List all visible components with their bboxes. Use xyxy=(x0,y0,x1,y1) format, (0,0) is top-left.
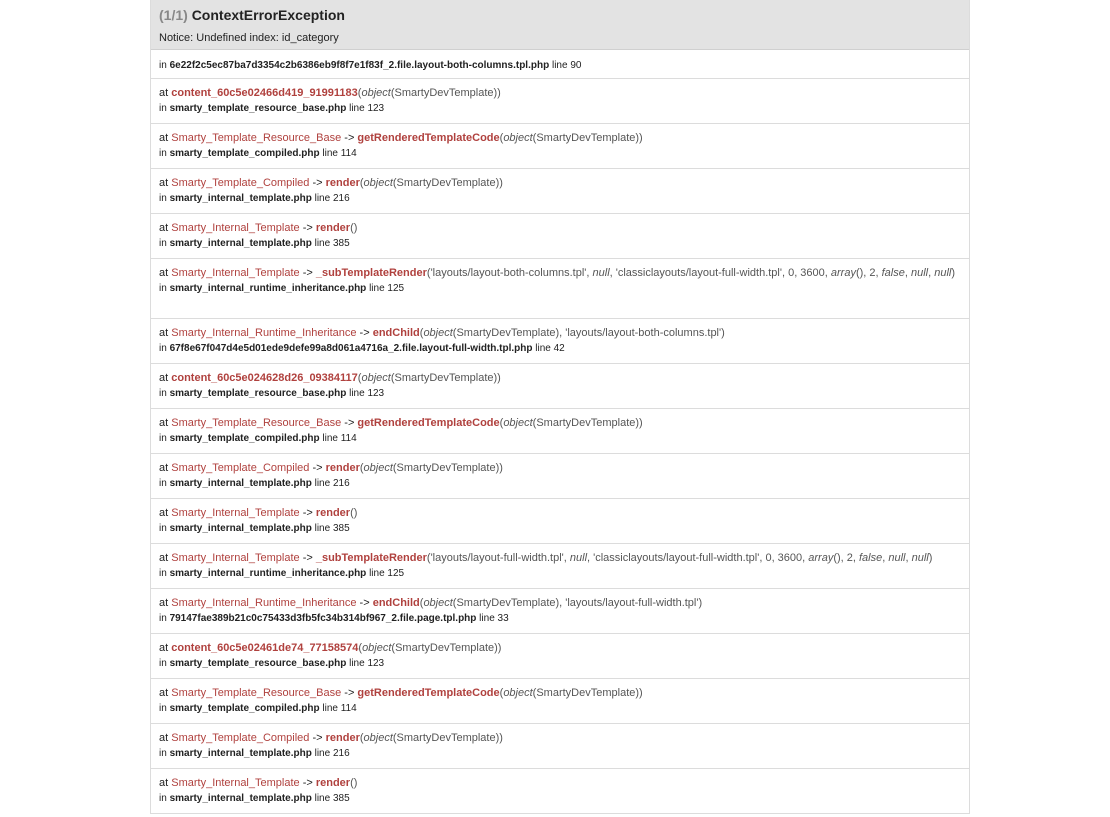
class-name[interactable]: Smarty_Template_Compiled xyxy=(171,732,310,744)
location-line xyxy=(159,59,961,73)
file-name[interactable]: smarty_template_resource_base.php xyxy=(169,658,347,669)
argument: , xyxy=(882,552,889,564)
at-label: at xyxy=(159,267,172,279)
line-number: 216 xyxy=(332,478,350,489)
at-label: at xyxy=(159,372,172,384)
argument: , 'classiclayouts/layout-full-width.tpl', 0, 3600, xyxy=(587,552,809,564)
line-label: line xyxy=(311,793,333,804)
line-number: 42 xyxy=(553,343,565,354)
exception-count: (1/1) xyxy=(159,7,188,23)
call-line xyxy=(159,265,961,281)
argument: ( xyxy=(499,417,504,429)
call-line xyxy=(159,550,961,566)
line-label: line xyxy=(311,523,333,534)
at-label: at xyxy=(159,327,172,339)
call-line xyxy=(159,460,961,476)
call-line xyxy=(159,130,961,146)
class-name[interactable]: Smarty_Template_Compiled xyxy=(171,177,310,189)
argument: false xyxy=(859,552,883,564)
argument: object xyxy=(503,417,533,429)
arrow-operator: -> xyxy=(309,732,326,744)
argument: ('layouts/layout-both-columns.tpl', xyxy=(426,267,593,279)
file-name[interactable]: smarty_internal_template.php xyxy=(169,238,312,249)
function-name[interactable]: content_60c5e024628d26_09384117 xyxy=(171,372,358,384)
function-name[interactable]: endChild xyxy=(372,327,420,339)
argument: false xyxy=(881,267,905,279)
function-name[interactable]: endChild xyxy=(372,597,420,609)
argument: ( xyxy=(357,372,362,384)
at-label: at xyxy=(159,597,172,609)
argument: , xyxy=(928,267,935,279)
call-line xyxy=(159,370,961,386)
in-label: in xyxy=(159,478,170,489)
function-name[interactable]: render xyxy=(315,222,351,234)
argument: () xyxy=(350,777,358,789)
stack-frame xyxy=(151,769,969,814)
in-label: in xyxy=(159,658,170,669)
file-name[interactable]: smarty_internal_runtime_inheritance.php xyxy=(169,568,367,579)
first-location-row xyxy=(151,50,969,79)
line-number: 33 xyxy=(497,613,509,624)
stack-frame xyxy=(151,169,969,214)
location-line xyxy=(159,477,961,491)
in-label: in xyxy=(159,793,170,804)
location-line xyxy=(159,792,961,806)
location-line xyxy=(159,282,961,296)
function-name[interactable]: getRenderedTemplateCode xyxy=(357,132,500,144)
at-label: at xyxy=(159,132,172,144)
exception-class: ContextErrorException xyxy=(191,7,345,23)
argument: ( xyxy=(419,597,424,609)
class-name[interactable]: Smarty_Internal_Runtime_Inheritance xyxy=(171,327,357,339)
at-label: at xyxy=(159,462,172,474)
call-line xyxy=(159,685,961,701)
argument: (SmartyDevTemplate)) xyxy=(392,462,503,474)
file-name[interactable]: smarty_template_compiled.php xyxy=(169,433,320,444)
argument: (SmartyDevTemplate)) xyxy=(532,132,643,144)
function-name[interactable]: _subTemplateRender xyxy=(315,552,427,564)
exception-title xyxy=(159,0,961,23)
argument: () xyxy=(350,222,358,234)
in-label: in xyxy=(159,103,170,114)
argument: (SmartyDevTemplate), 'layouts/layout-full-width.tpl') xyxy=(452,597,703,609)
stack-frame xyxy=(151,319,969,364)
call-line xyxy=(159,595,961,611)
in-label: in xyxy=(159,388,170,399)
in-label: in xyxy=(159,193,170,204)
line-number: 114 xyxy=(340,703,357,714)
in-label: in xyxy=(159,523,170,534)
stack-frame xyxy=(151,364,969,409)
at-label: at xyxy=(159,507,172,519)
at-label: at xyxy=(159,552,172,564)
function-name[interactable]: render xyxy=(315,507,351,519)
file-name[interactable]: smarty_internal_template.php xyxy=(169,793,312,804)
argument: array xyxy=(808,552,834,564)
file-name[interactable]: smarty_internal_runtime_inheritance.php xyxy=(169,283,367,294)
location-line xyxy=(159,387,961,401)
in-label: in xyxy=(159,613,170,624)
class-name[interactable]: Smarty_Template_Resource_Base xyxy=(171,417,342,429)
argument: (), 2, xyxy=(833,552,859,564)
call-line xyxy=(159,730,961,746)
at-label: at xyxy=(159,222,172,234)
argument: object xyxy=(361,372,391,384)
line-label: line xyxy=(311,478,333,489)
location-line xyxy=(159,102,961,116)
location-line xyxy=(159,567,961,581)
stack-frame xyxy=(151,79,969,124)
line-number: 114 xyxy=(340,433,357,444)
argument: (SmartyDevTemplate)) xyxy=(392,177,503,189)
arrow-operator: -> xyxy=(341,417,358,429)
file-name[interactable]: smarty_internal_template.php xyxy=(169,523,312,534)
location-line xyxy=(159,702,961,716)
line-number: 216 xyxy=(332,193,350,204)
argument: array xyxy=(830,267,856,279)
function-name[interactable]: content_60c5e02461de74_77158574 xyxy=(171,642,359,654)
argument: null xyxy=(569,552,588,564)
file-name[interactable]: smarty_template_compiled.php xyxy=(169,148,320,159)
file-name[interactable]: smarty_internal_template.php xyxy=(169,478,312,489)
argument: null xyxy=(911,552,929,564)
function-name[interactable]: render xyxy=(315,777,351,789)
exception-header xyxy=(151,0,969,50)
argument: object xyxy=(423,597,453,609)
line-label: line xyxy=(366,568,388,579)
class-name[interactable]: Smarty_Template_Resource_Base xyxy=(171,132,342,144)
function-name[interactable]: render xyxy=(325,462,360,474)
line-number: 125 xyxy=(387,568,405,579)
stack-frame xyxy=(151,499,969,544)
stack-frame xyxy=(151,259,969,319)
file-name[interactable]: 67f8e67f047d4e5d01ede9defe99a8d061a4716a_2.file.layout-full-width.tpl.php xyxy=(169,343,533,354)
line-number: 385 xyxy=(332,793,350,804)
in-label: in xyxy=(159,703,170,714)
exception-panel xyxy=(150,0,970,814)
argument: ( xyxy=(499,132,504,144)
line-label: line xyxy=(311,193,333,204)
class-name[interactable]: Smarty_Internal_Template xyxy=(171,222,300,234)
stack-frame xyxy=(151,724,969,769)
argument: ( xyxy=(359,732,364,744)
stack-frame xyxy=(151,409,969,454)
in-label: in xyxy=(159,343,170,354)
in-label: in xyxy=(159,238,170,249)
argument: (SmartyDevTemplate)) xyxy=(392,732,503,744)
line-label: line xyxy=(319,148,341,159)
location-line xyxy=(159,657,961,671)
argument: null xyxy=(592,267,610,279)
in-label: in xyxy=(159,283,170,294)
line-label: line xyxy=(366,283,388,294)
line-label: line xyxy=(346,103,368,114)
arrow-operator: -> xyxy=(299,507,316,519)
class-name[interactable]: Smarty_Internal_Template xyxy=(171,507,300,519)
argument: ( xyxy=(499,687,504,699)
exception-message: Notice: Undefined index: id_category xyxy=(159,32,339,44)
class-name[interactable]: Smarty_Internal_Template xyxy=(171,267,300,279)
in-label: in xyxy=(159,748,170,759)
call-line xyxy=(159,220,961,236)
argument: ('layouts/layout-full-width.tpl', xyxy=(426,552,570,564)
line-number: 385 xyxy=(332,238,350,249)
argument: (SmartyDevTemplate)) xyxy=(532,687,643,699)
argument: ( xyxy=(359,462,364,474)
line-label: line xyxy=(311,748,333,759)
line-label: line xyxy=(319,433,341,444)
argument: ( xyxy=(359,177,364,189)
line-label: line xyxy=(476,613,498,624)
argument: object xyxy=(363,462,393,474)
call-line xyxy=(159,325,961,341)
argument: object xyxy=(503,687,533,699)
stack-frame xyxy=(151,589,969,634)
arrow-operator: -> xyxy=(299,222,316,234)
in-label: in xyxy=(159,433,170,444)
line-label: line xyxy=(319,703,341,714)
class-name[interactable]: Smarty_Internal_Template xyxy=(171,777,300,789)
stack-trace xyxy=(151,79,969,814)
location-line xyxy=(159,192,961,206)
argument: (), 2, xyxy=(855,267,882,279)
location-line xyxy=(159,237,961,251)
file-name[interactable]: smarty_template_compiled.php xyxy=(169,703,320,714)
in-label: in xyxy=(159,148,170,159)
argument: , xyxy=(904,267,911,279)
argument: (SmartyDevTemplate)) xyxy=(532,417,643,429)
line-number: 123 xyxy=(367,388,385,399)
arrow-operator: -> xyxy=(309,462,326,474)
argument: object xyxy=(362,642,392,654)
argument: (SmartyDevTemplate), 'layouts/layout-both-columns.tpl') xyxy=(452,327,725,339)
stack-frame xyxy=(151,634,969,679)
arrow-operator: -> xyxy=(299,777,316,789)
line-number: 114 xyxy=(340,148,357,159)
line-number: 90 xyxy=(570,60,582,71)
argument: object xyxy=(363,732,393,744)
at-label: at xyxy=(159,177,172,189)
line-number: 216 xyxy=(332,748,350,759)
argument: object xyxy=(423,327,453,339)
argument: object xyxy=(361,87,391,99)
at-label: at xyxy=(159,732,172,744)
line-number: 123 xyxy=(367,658,385,669)
file-name[interactable]: smarty_internal_template.php xyxy=(169,193,312,204)
location-line xyxy=(159,612,961,626)
class-name[interactable]: Smarty_Template_Compiled xyxy=(171,462,310,474)
file-name[interactable]: smarty_internal_template.php xyxy=(169,748,312,759)
stack-frame xyxy=(151,124,969,169)
argument: ( xyxy=(419,327,424,339)
at-label: at xyxy=(159,87,172,99)
argument: ) xyxy=(928,552,933,564)
class-name[interactable]: Smarty_Template_Resource_Base xyxy=(171,687,342,699)
argument: null xyxy=(934,267,952,279)
location-line xyxy=(159,147,961,161)
at-label: at xyxy=(159,687,172,699)
argument: null xyxy=(888,552,906,564)
location-line xyxy=(159,342,961,356)
file-name[interactable]: 79147fae389b21c0c75433d3fb5fc34b314bf967_2.file.page.tpl.php xyxy=(169,613,477,624)
arrow-operator: -> xyxy=(341,687,358,699)
argument: null xyxy=(911,267,929,279)
line-number: 385 xyxy=(332,523,350,534)
call-line xyxy=(159,775,961,791)
argument: object xyxy=(503,132,533,144)
file-name: 6e22f2c5ec87ba7d3354c2b6386eb9f8f7e1f83f_2.file.layout-both-columns.tpl.php xyxy=(169,60,550,71)
call-line xyxy=(159,505,961,521)
argument: (SmartyDevTemplate)) xyxy=(390,87,501,99)
at-label: at xyxy=(159,417,172,429)
line-label: line xyxy=(532,343,554,354)
line-label: line xyxy=(311,238,333,249)
location-line xyxy=(159,747,961,761)
line-number: 123 xyxy=(367,103,385,114)
call-line xyxy=(159,415,961,431)
argument: (SmartyDevTemplate)) xyxy=(391,642,502,654)
argument: () xyxy=(350,507,358,519)
call-line xyxy=(159,175,961,191)
function-name[interactable]: render xyxy=(325,732,360,744)
call-line xyxy=(159,640,961,656)
call-line xyxy=(159,85,961,101)
class-name[interactable]: Smarty_Internal_Runtime_Inheritance xyxy=(171,597,357,609)
argument: (SmartyDevTemplate)) xyxy=(390,372,501,384)
function-name[interactable]: _subTemplateRender xyxy=(315,267,427,279)
line-number: 125 xyxy=(387,283,405,294)
at-label: at xyxy=(159,642,172,654)
in-label: in xyxy=(159,568,170,579)
line-label: line xyxy=(551,60,568,71)
function-name[interactable]: render xyxy=(325,177,360,189)
stack-frame xyxy=(151,214,969,259)
in-label: in xyxy=(159,60,167,71)
arrow-operator: -> xyxy=(356,597,373,609)
function-name[interactable]: content_60c5e02466d419_91991183 xyxy=(171,87,358,99)
function-name[interactable]: getRenderedTemplateCode xyxy=(357,417,500,429)
location-line xyxy=(159,432,961,446)
arrow-operator: -> xyxy=(356,327,373,339)
arrow-operator: -> xyxy=(309,177,326,189)
argument: ) xyxy=(951,267,956,279)
argument: , xyxy=(905,552,912,564)
argument: ( xyxy=(358,642,363,654)
arrow-operator: -> xyxy=(341,132,358,144)
line-label: line xyxy=(346,388,368,399)
location-line xyxy=(159,522,961,536)
arrow-operator: -> xyxy=(299,552,316,564)
at-label: at xyxy=(159,777,172,789)
argument: ( xyxy=(357,87,362,99)
stack-frame xyxy=(151,679,969,724)
file-name[interactable]: smarty_template_resource_base.php xyxy=(169,388,347,399)
stack-frame xyxy=(151,454,969,499)
function-name[interactable]: getRenderedTemplateCode xyxy=(357,687,500,699)
line-label: line xyxy=(346,658,368,669)
argument: object xyxy=(363,177,393,189)
stack-frame xyxy=(151,544,969,589)
file-name[interactable]: smarty_template_resource_base.php xyxy=(169,103,347,114)
argument: , 'classiclayouts/layout-full-width.tpl', 0, 3600, xyxy=(609,267,831,279)
class-name[interactable]: Smarty_Internal_Template xyxy=(171,552,300,564)
arrow-operator: -> xyxy=(299,267,316,279)
